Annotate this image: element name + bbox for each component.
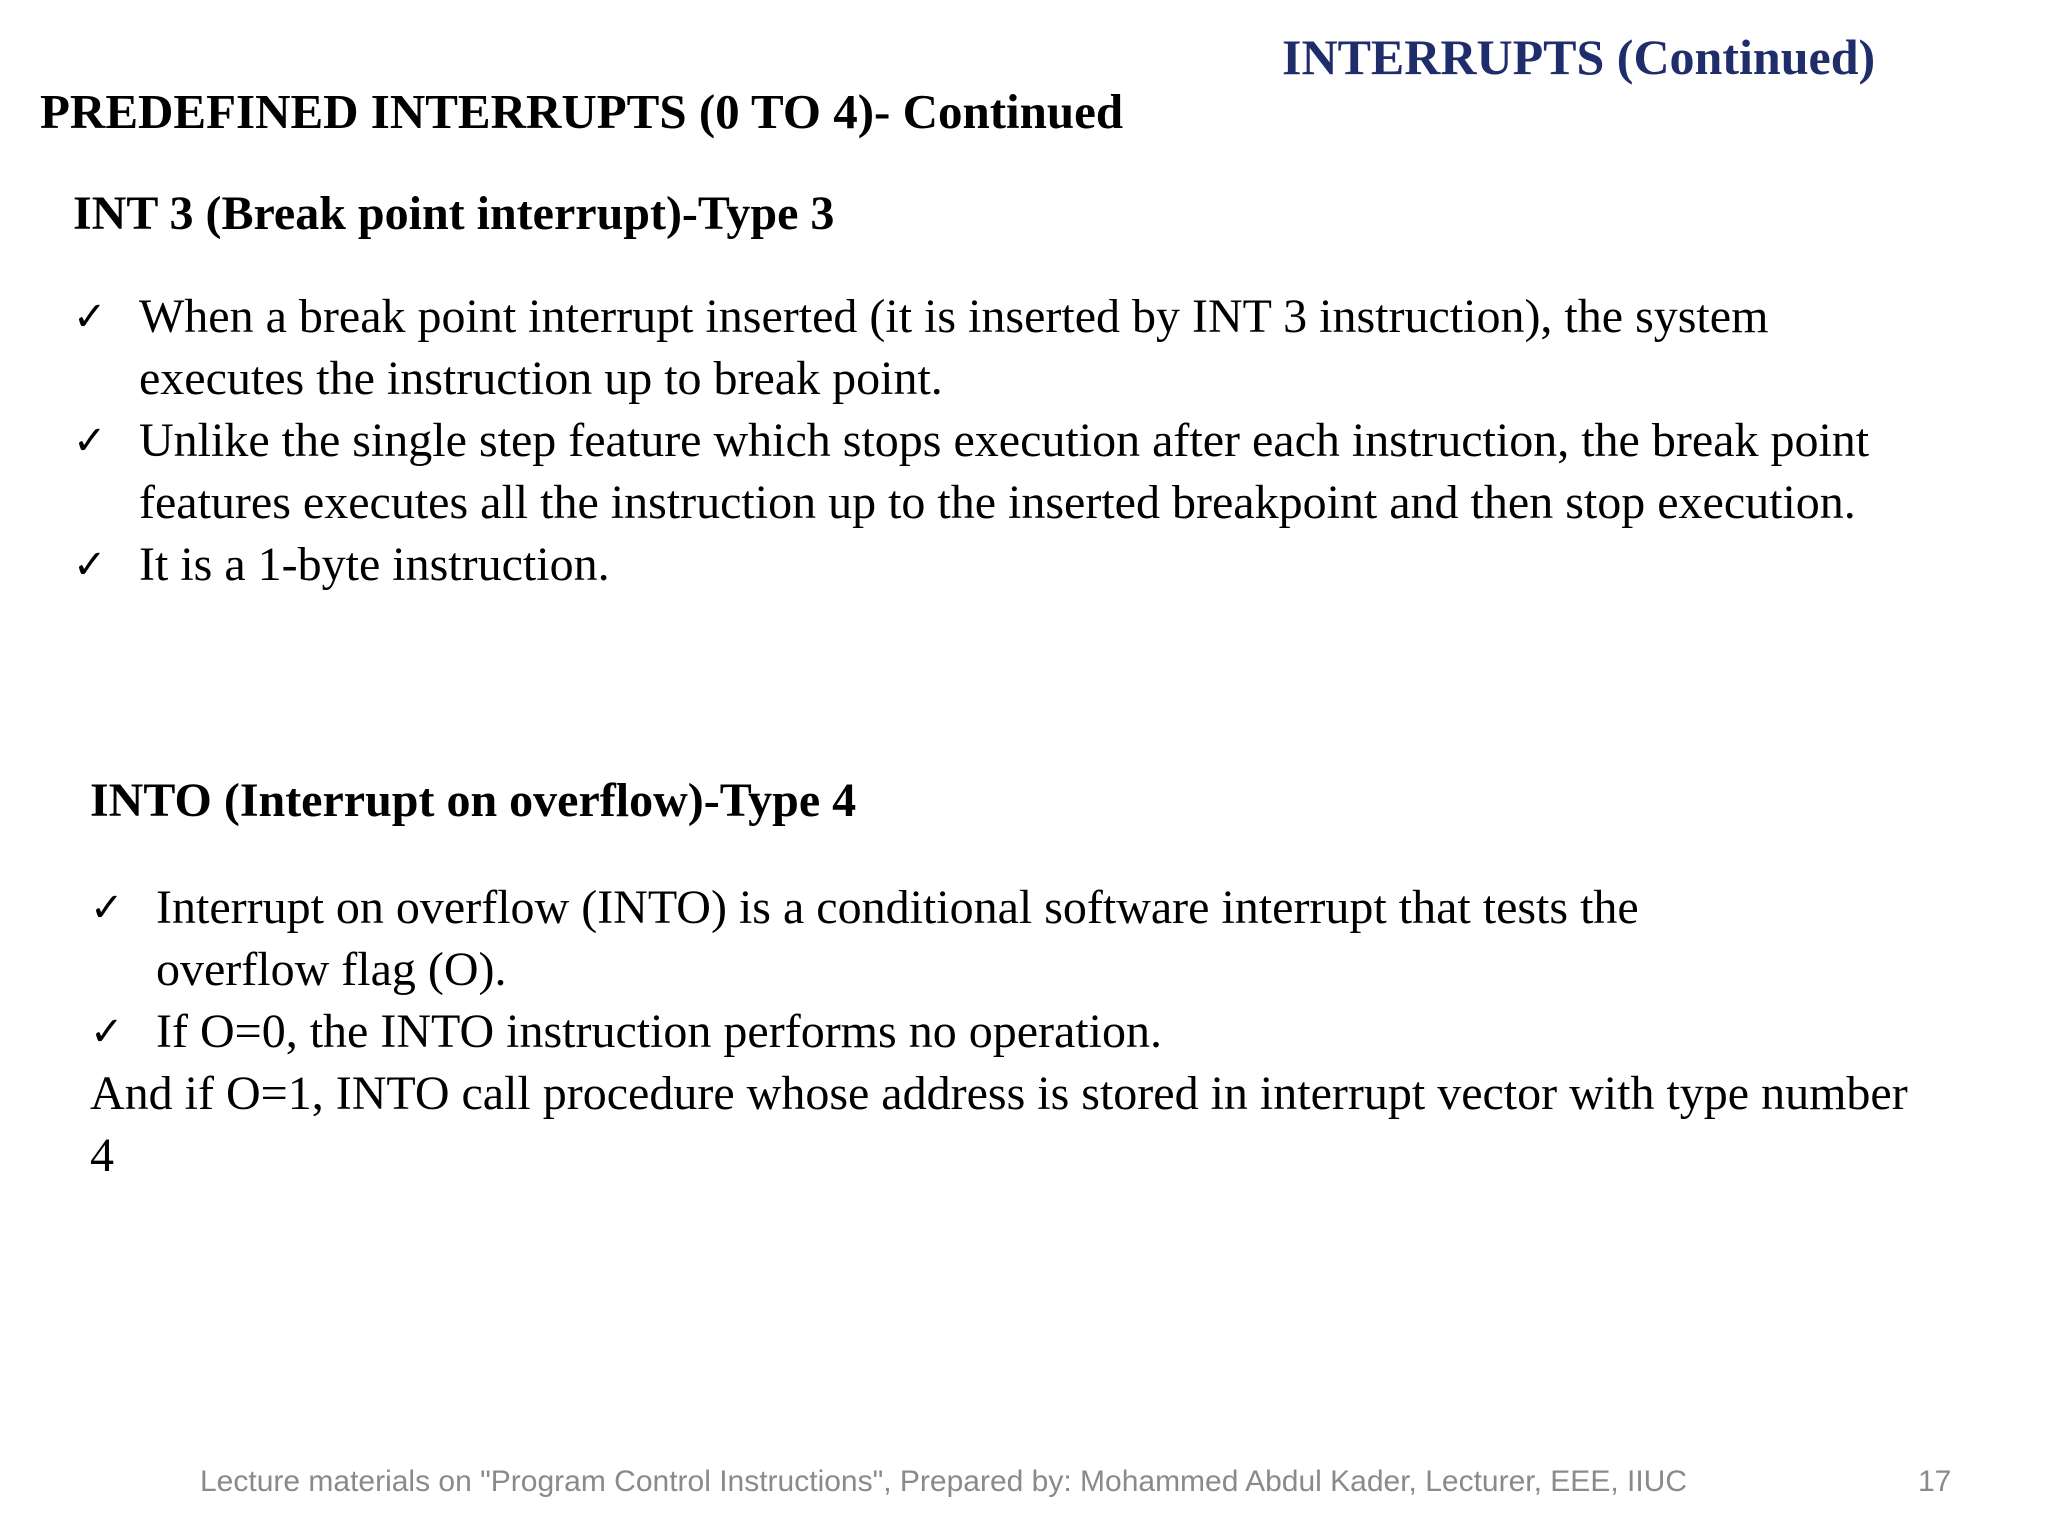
check-icon: ✓	[73, 418, 107, 464]
list-item	[90, 1001, 1780, 1063]
list-item	[73, 410, 1933, 534]
bullet-text: Interrupt on overflow (INTO) is a conditional software interrupt that tests the overflow flag (O).	[156, 881, 1639, 996]
into-bullet-list	[90, 877, 1780, 1063]
section-heading: PREDEFINED INTERRUPTS (0 TO 4)- Continued	[40, 84, 1124, 139]
bullet-text: If O=0, the INTO instruction performs no operation.	[156, 1005, 1162, 1058]
bullet-text: When a break point interrupt inserted (it is inserted by INT 3 instruction), the system executes the instruction up to break point.	[139, 290, 1769, 405]
bullet-text: Unlike the single step feature which stops execution after each instruction, the break point features executes all the instruction up to the inserted breakpoint and then stop execution.	[139, 414, 1870, 529]
slide-title: INTERRUPTS (Continued)	[1282, 29, 1876, 85]
page-number: 17	[1918, 1465, 1952, 1498]
check-icon: ✓	[90, 1009, 124, 1055]
int3-heading: INT 3 (Break point interrupt)-Type 3	[73, 187, 835, 240]
check-icon: ✓	[73, 294, 107, 340]
list-item	[90, 877, 1780, 1001]
footer-text: Lecture materials on "Program Control Instructions", Prepared by: Mohammed Abdul Kader, Lecturer, EEE, IIUC	[200, 1465, 1687, 1498]
into-paragraph: And if O=1, INTO call procedure whose address is stored in interrupt vector with type number 4	[90, 1067, 1908, 1182]
bullet-text: It is a 1-byte instruction.	[139, 538, 610, 591]
list-item	[73, 534, 1933, 596]
check-icon: ✓	[90, 885, 124, 931]
int3-bullet-list	[73, 286, 1933, 596]
into-heading: INTO (Interrupt on overflow)-Type 4	[90, 774, 857, 827]
list-item	[73, 286, 1933, 410]
check-icon: ✓	[73, 542, 107, 588]
